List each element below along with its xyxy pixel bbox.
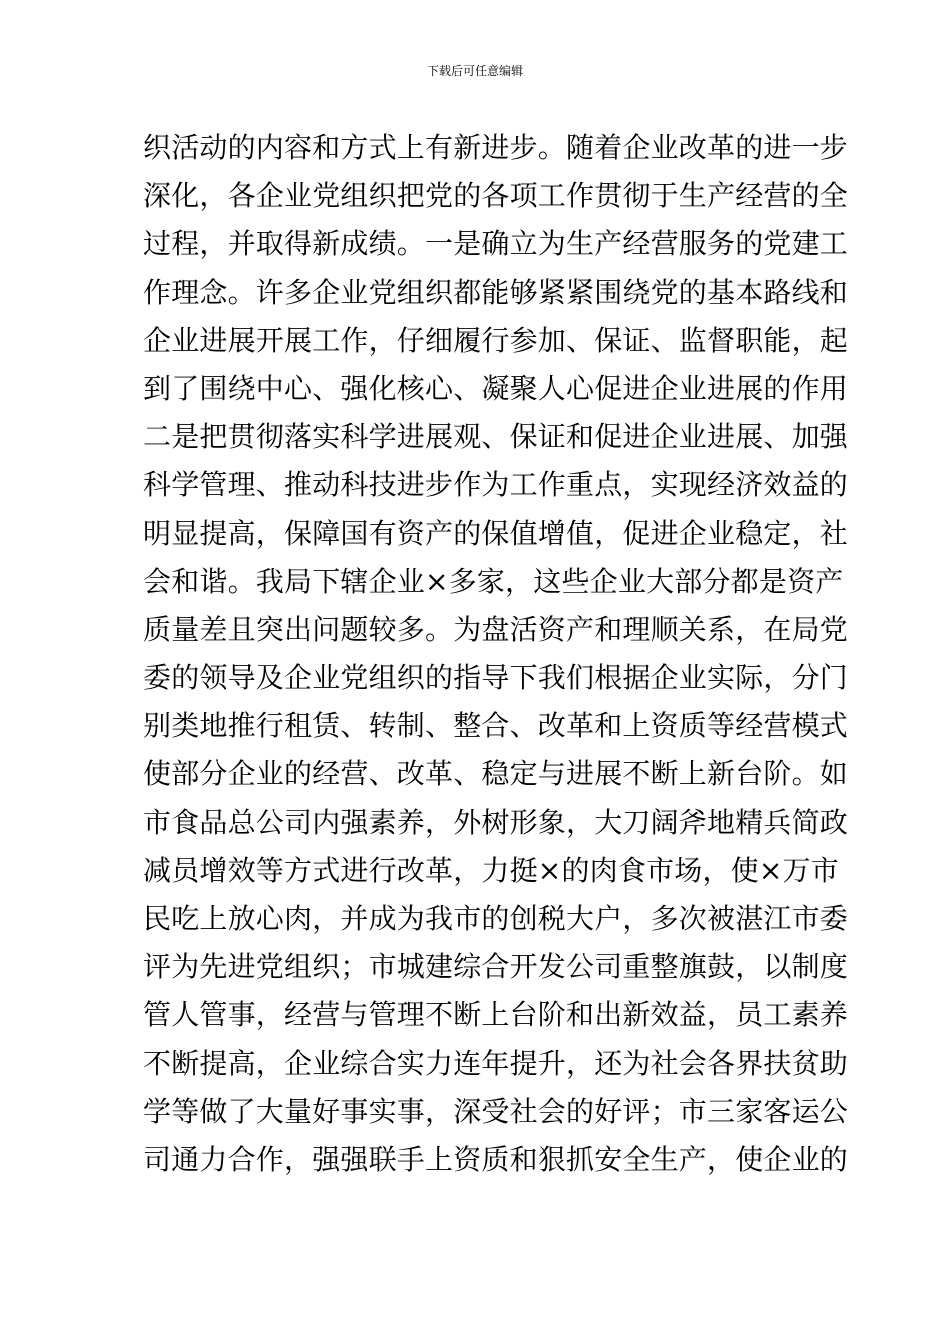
text-line-12: 委的领导及企业党组织的指导下我们根据企业实际，分门 bbox=[143, 661, 849, 695]
text-line-22: 司通力合作，强强联手上资质和狠抓安全生产，使企业的 bbox=[143, 1142, 849, 1176]
text-line-6: 到了围绕中心、强化核心、凝聚人心促进企业进展的作用 bbox=[143, 371, 849, 405]
text-line-9: 明显提高，保障国有资产的保值增值，促进企业稳定，社 bbox=[143, 516, 849, 550]
text-line-1: 织活动的内容和方式上有新进步。随着企业改革的进一步 bbox=[143, 131, 849, 164]
body-text bbox=[143, 124, 849, 1184]
text-line-8: 科学管理、推动科技进步作为工作重点，实现经济效益的 bbox=[143, 468, 849, 502]
page-header: 下载后可任意编辑 bbox=[426, 64, 523, 78]
text-line-15: 市食品总公司内强素养，外树形象，大刀阔斧地精兵简政 bbox=[143, 805, 849, 839]
text-line-10: 会和谐。我局下辖企业×多家，这些企业大部分都是资产 bbox=[143, 564, 844, 598]
text-line-7: 二是把贯彻落实科学进展观、保证和促进企业进展、加强 bbox=[143, 420, 849, 454]
text-line-3: 过程，并取得新成绩。一是确立为生产经营服务的党建工 bbox=[143, 227, 849, 261]
text-line-18: 评为先进党组织；市城建综合开发公司重整旗鼓，以制度 bbox=[143, 950, 849, 984]
text-line-16: 减员增效等方式进行改革，力挺×的肉食市场，使×万市 bbox=[143, 853, 839, 887]
text-line-13: 别类地推行租赁、转制、整合、改革和上资质等经营模式 bbox=[143, 709, 849, 743]
text-line-2: 深化，各企业党组织把党的各项工作贯彻于生产经营的全 bbox=[143, 179, 849, 213]
text-line-14: 使部分企业的经营、改革、稳定与进展不断上新台阶。如 bbox=[143, 757, 849, 791]
text-line-21: 学等做了大量好事实事，深受社会的好评；市三家客运公 bbox=[143, 1094, 849, 1128]
text-line-19: 管人管事，经营与管理不断上台阶和出新效益，员工素养 bbox=[143, 998, 849, 1032]
text-line-4: 作理念。许多企业党组织都能够紧紧围绕党的基本路线和 bbox=[143, 275, 849, 309]
text-line-11: 质量差且突出问题较多。为盘活资产和理顺关系，在局党 bbox=[143, 612, 849, 646]
text-line-20: 不断提高，企业综合实力连年提升，还为社会各界扶贫助 bbox=[143, 1046, 849, 1080]
text-line-5: 企业进展开展工作，仔细履行参加、保证、监督职能，起 bbox=[143, 323, 849, 357]
text-line-17: 民吃上放心肉，并成为我市的创税大户，多次被湛江市委 bbox=[143, 902, 849, 935]
